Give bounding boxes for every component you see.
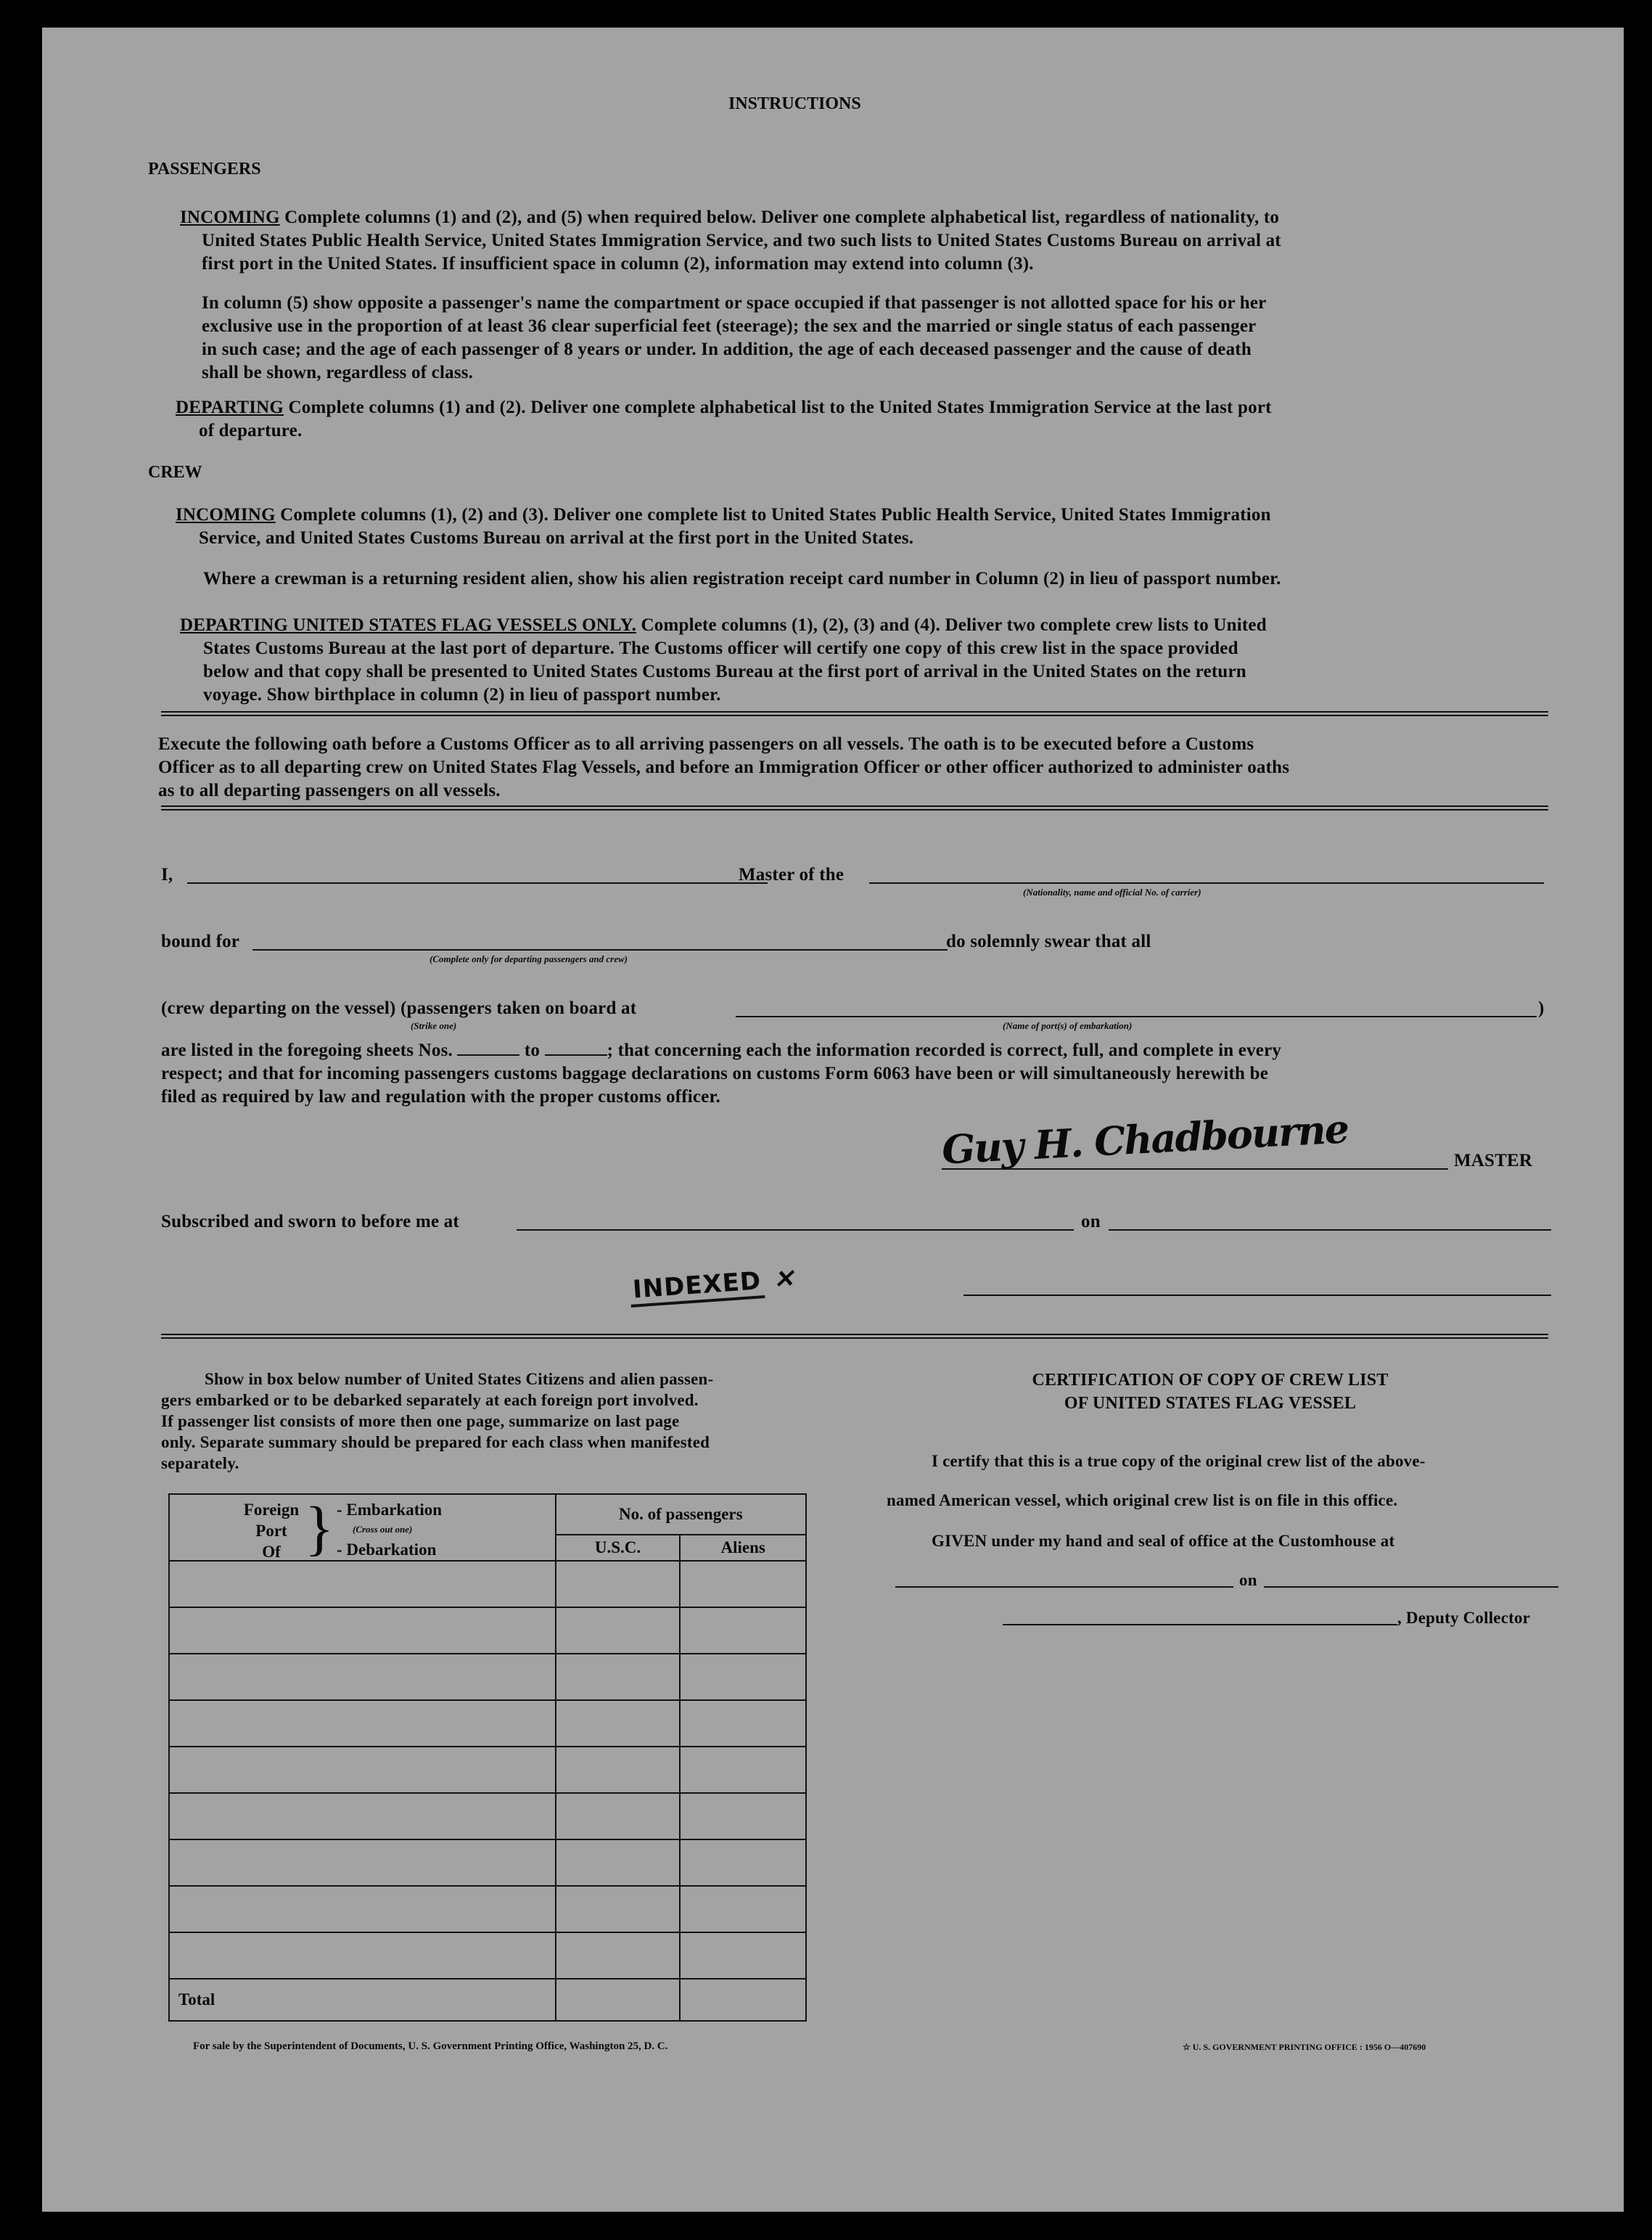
- certification-heading1: CERTIFICATION OF COPY OF CREW LIST: [1032, 1371, 1389, 1390]
- summary-line3: If passenger list consists of more then one page, summarize on last page: [161, 1412, 680, 1430]
- passengers-heading: PASSENGERS: [148, 160, 261, 179]
- listed-label: are listed in the foregoing sheets Nos.: [161, 1041, 453, 1060]
- subscribed-on-label: on: [1081, 1212, 1101, 1231]
- passengers-col5-line1: In column (5) show opposite a passenger's name the compartment or space occupied if that passenger is not allotted space for his or her: [202, 293, 1267, 313]
- certification-line2: named American vessel, which original crew list is on file in this office.: [887, 1491, 1398, 1509]
- oath-i-label: I,: [161, 865, 173, 885]
- bound-for-caption: (Complete only for departing passengers and crew): [430, 953, 628, 964]
- customhouse-field[interactable]: [895, 1586, 1233, 1588]
- carrier-field[interactable]: [869, 882, 1544, 884]
- bound-for-field[interactable]: [252, 949, 948, 951]
- oath-intro-block: [158, 733, 1551, 803]
- crew-departing-line2: States Customs Bureau at the last port of departure. The Customs officer will certify one copy of this crew list in the space provided: [203, 639, 1238, 658]
- certification-date-field[interactable]: [1264, 1586, 1558, 1588]
- strike-one-caption: (Strike one): [411, 1020, 457, 1031]
- total-label: Total: [169, 1979, 556, 2021]
- summary-line2: gers embarked or to be debarked separately at each foreign port involved.: [161, 1391, 699, 1409]
- passengers-col5-line2: exclusive use in the proportion of at least 36 clear superficial feet (steerage); the sex and the married or single status of each passenger: [202, 316, 1257, 336]
- page-title: INSTRUCTIONS: [728, 94, 861, 113]
- usc-header: U.S.C.: [556, 1535, 681, 1561]
- crew-departing-line1: Complete columns (1), (2), (3) and (4). Deliver two complete crew lists to United: [641, 615, 1267, 635]
- indexed-stamp: INDEXED ✕: [629, 1264, 796, 1305]
- foreign-label: Foreign: [243, 1501, 300, 1519]
- carrier-caption: (Nationality, name and official No. of carrier): [1023, 887, 1201, 898]
- crew-heading: CREW: [148, 463, 202, 482]
- passengers-departing-line1: Complete columns (1) and (2). Deliver one complete alphabetical list to the United States Immigration Service at the last port: [288, 398, 1272, 417]
- certification-line3: GIVEN under my hand and seal of office at the Customhouse at: [932, 1532, 1395, 1550]
- table-row: [169, 1561, 806, 1607]
- close-paren: ): [1538, 998, 1545, 1018]
- table-row: [169, 1932, 806, 1979]
- passengers-incoming-line1: Complete columns (1) and (2), and (5) when required below. Deliver one complete alphabetical list, regardless of nationality, to: [284, 208, 1280, 227]
- subscribed-label: Subscribed and sworn to before me at: [161, 1212, 459, 1231]
- respect-line: respect; and that for incoming passengers customs baggage declarations on customs Form 6063 have been or will simultaneously herewith be: [161, 1064, 1269, 1083]
- deputy-collector-label: , Deputy Collector: [1397, 1609, 1531, 1627]
- passengers-incoming-line2: United States Public Health Service, United States Immigration Service, and two such lists to United States Customs Bureau on arrival at: [202, 231, 1281, 250]
- divider-double-2: [161, 805, 1548, 811]
- sheet-to-field[interactable]: [545, 1041, 607, 1056]
- passengers-departing-label: DEPARTING: [176, 398, 284, 417]
- to-label: to: [524, 1041, 541, 1060]
- subscribed-place-field[interactable]: [517, 1229, 1074, 1231]
- passengers-col5-block: [202, 292, 1551, 385]
- sheet-from-field[interactable]: [457, 1041, 519, 1056]
- cross-out-caption: (Cross out one): [353, 1524, 413, 1535]
- total-aliens-cell[interactable]: [680, 1979, 806, 2021]
- passengers-incoming-block: [180, 206, 1544, 276]
- table-row: [169, 1839, 806, 1886]
- crew-departing-line3: below and that copy shall be presented to United States Customs Bureau at the first port of arrival in the United States on the return: [203, 662, 1246, 681]
- summary-instructions: [161, 1369, 858, 1474]
- debarkation-label: - Debarkation: [337, 1540, 437, 1559]
- certification-on-label: on: [1239, 1571, 1257, 1589]
- port-label: Port: [255, 1522, 287, 1540]
- table-row: [169, 1886, 806, 1932]
- aliens-header: Aliens: [680, 1535, 806, 1561]
- certification-heading: [876, 1369, 1544, 1415]
- passengers-col5-line4: shall be shown, regardless of class.: [202, 363, 474, 382]
- master-signature-line: [942, 1168, 1448, 1170]
- crew-incoming-block: [176, 504, 1547, 550]
- table-header-port: Foreign Port Of } - Embarkation (Cross out one) - Debarkation: [169, 1494, 556, 1561]
- passengers-departing-line2: of departure.: [199, 421, 303, 440]
- summary-line1: Show in box below number of United States Citizens and alien passen-: [205, 1370, 714, 1388]
- embarkation-label: - Embarkation: [337, 1501, 443, 1519]
- oath-intro-line2: Officer as to all departing crew on United States Flag Vessels, and before an Immigration Officer or other officer authorized to administer oaths: [158, 758, 1290, 777]
- ports-embarkation-field[interactable]: [736, 1016, 1537, 1017]
- master-label: MASTER: [1454, 1151, 1533, 1170]
- master-signature: Guy H. Chadbourne: [940, 1105, 1349, 1173]
- crew-departing-oath-label: (crew departing on the vessel) (passengers taken on board at: [161, 998, 637, 1018]
- total-usc-cell[interactable]: [556, 1979, 681, 2021]
- crew-incoming-line2: Service, and United States Customs Bureau on arrival at the first port in the United States.: [199, 528, 914, 548]
- crew-incoming-label: INCOMING: [176, 505, 276, 525]
- passengers-incoming-line3: first port in the United States. If insufficient space in column (2), information may extend into column (3).: [202, 254, 1034, 274]
- table-total-row: [169, 1979, 806, 2021]
- deputy-signature-field[interactable]: [1003, 1624, 1397, 1625]
- listed-line: [161, 1039, 1554, 1062]
- passengers-departing-block: [176, 396, 1547, 443]
- summary-line5: separately.: [161, 1454, 239, 1472]
- no-passengers-header: No. of passengers: [556, 1494, 806, 1535]
- divider-double-1: [161, 711, 1548, 716]
- officer-signature-line[interactable]: [963, 1295, 1551, 1296]
- ports-summary-table: [168, 1493, 807, 2022]
- divider-double-3: [161, 1334, 1548, 1339]
- table-row: [169, 1700, 806, 1747]
- certification-line1: I certify that this is a true copy of the original crew list of the above-: [932, 1452, 1426, 1470]
- summary-line4: only. Separate summary should be prepared for each class when manifested: [161, 1433, 710, 1451]
- listed-rest: ; that concerning each the information recorded is correct, full, and complete in every: [607, 1041, 1282, 1060]
- table-row: [169, 1654, 806, 1700]
- table-row: [169, 1607, 806, 1654]
- of-label: Of: [262, 1543, 281, 1561]
- ports-caption: (Name of port(s) of embarkation): [1003, 1020, 1133, 1031]
- subscribed-date-field[interactable]: [1109, 1229, 1551, 1231]
- crew-departing-block: [180, 614, 1551, 707]
- footer-left: For sale by the Superintendent of Documents, U. S. Government Printing Office, Washington 25, D. C.: [193, 2040, 668, 2052]
- passengers-col5-line3: in such case; and the age of each passenger of 8 years or under. In addition, the age of each deceased passenger and the cause of death: [202, 340, 1252, 359]
- bound-for-label: bound for: [161, 932, 240, 951]
- master-of-the-label: Master of the: [739, 865, 845, 885]
- oath-intro-line1: Execute the following oath before a Customs Officer as to all arriving passengers on all vessels. The oath is to be executed before a Customs: [158, 734, 1254, 754]
- oath-intro-line3: as to all departing passengers on all vessels.: [158, 781, 501, 800]
- table-row: [169, 1793, 806, 1839]
- crew-departing-line4: voyage. Show birthplace in column (2) in lieu of passport number.: [203, 685, 721, 705]
- master-name-field[interactable]: [187, 882, 768, 884]
- crew-incoming-line1: Complete columns (1), (2) and (3). Deliver one complete list to United States Public Health Service, United States Immigration: [280, 505, 1271, 525]
- document-page: [42, 28, 1624, 2212]
- crew-departing-label: DEPARTING UNITED STATES FLAG VESSELS ONLY.: [180, 615, 637, 635]
- crew-resident-line: Where a crewman is a returning resident alien, show his alien registration receipt card number in Column (2) in lieu of passport number.: [203, 569, 1281, 588]
- table-row: [169, 1747, 806, 1793]
- certification-heading2: OF UNITED STATES FLAG VESSEL: [1064, 1394, 1357, 1413]
- footer-right: ☆ U. S. GOVERNMENT PRINTING OFFICE : 1956 O—407690: [1183, 2042, 1426, 2052]
- passengers-incoming-label: INCOMING: [180, 208, 280, 227]
- swear-label: do solemnly swear that all: [946, 932, 1151, 951]
- filed-line: filed as required by law and regulation with the proper customs officer.: [161, 1087, 720, 1107]
